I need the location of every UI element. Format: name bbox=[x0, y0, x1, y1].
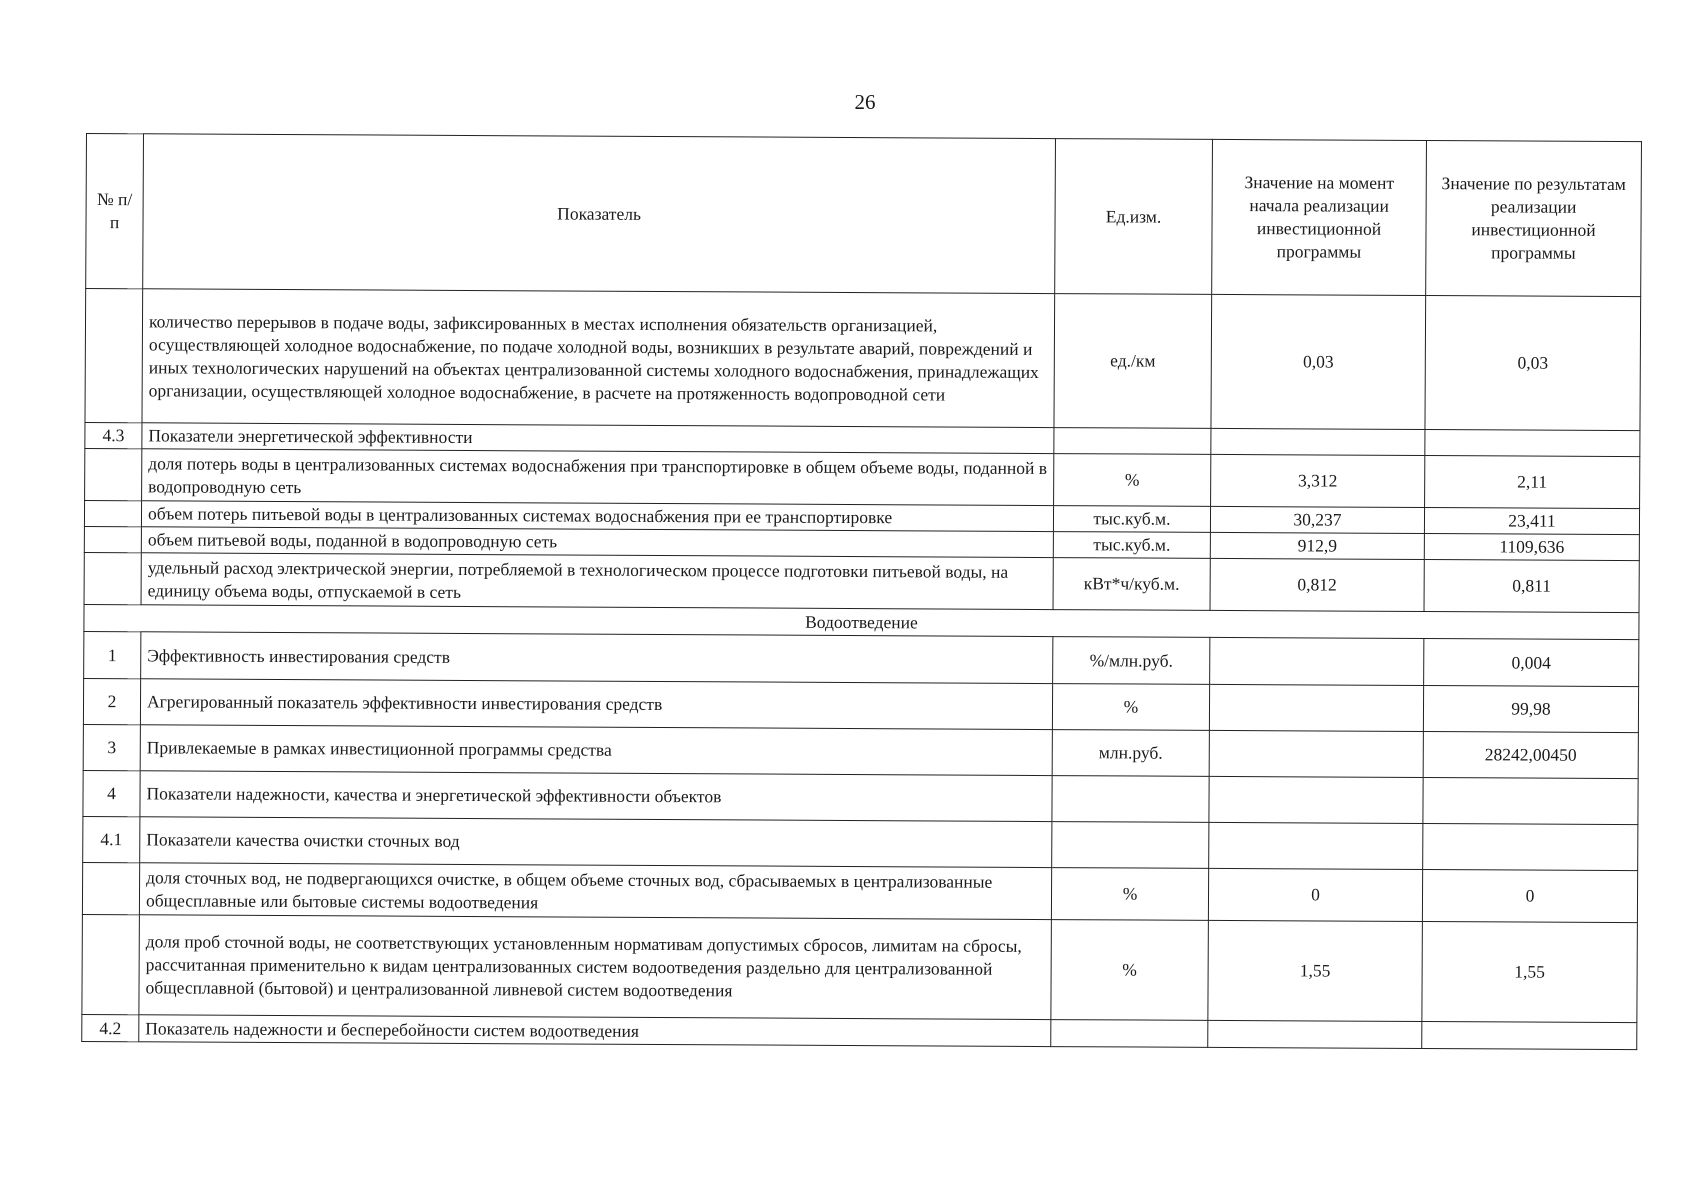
row-start-value: 30,237 bbox=[1210, 506, 1424, 533]
row-start-value bbox=[1209, 822, 1423, 869]
indicators-table bbox=[81, 133, 1642, 1050]
row-result-value: 0,811 bbox=[1424, 560, 1639, 613]
table-row bbox=[85, 289, 1641, 431]
row-start-value: 3,312 bbox=[1211, 454, 1425, 507]
row-indicator: Показатели надежности, качества и энергетической эффективности объектов bbox=[140, 771, 1052, 822]
row-num: 4.1 bbox=[83, 816, 140, 862]
row-unit: %/млн.руб. bbox=[1053, 637, 1210, 685]
row-result-value bbox=[1423, 824, 1638, 871]
row-result-value: 2,11 bbox=[1425, 456, 1640, 509]
header-start-value: Значение на момент начала реализации инвестиционной программы bbox=[1212, 139, 1427, 295]
row-num: 2 bbox=[83, 678, 140, 724]
row-start-value bbox=[1210, 637, 1424, 685]
row-result-value bbox=[1423, 778, 1638, 825]
row-num bbox=[84, 552, 141, 604]
table-row bbox=[84, 631, 1639, 686]
row-indicator: объем потерь питьевой воды в централизованных системах водоснабжения при ее транспортировке bbox=[141, 501, 1053, 532]
row-unit bbox=[1052, 776, 1209, 823]
row-start-value bbox=[1211, 428, 1425, 455]
row-unit: ед./км bbox=[1054, 294, 1212, 429]
row-result-value: 0,004 bbox=[1424, 639, 1639, 687]
table-header-row bbox=[86, 134, 1642, 297]
row-indicator: объем питьевой воды, поданной в водопроводную сеть bbox=[141, 527, 1053, 558]
row-unit: тыс.куб.м. bbox=[1053, 532, 1210, 559]
row-start-value: 912,9 bbox=[1210, 532, 1424, 559]
row-start-value bbox=[1209, 684, 1423, 731]
row-num bbox=[82, 862, 139, 914]
row-result-value: 0,03 bbox=[1425, 296, 1641, 431]
row-result-value: 1,55 bbox=[1422, 922, 1638, 1023]
table-row bbox=[83, 770, 1638, 824]
row-indicator: Агрегированный показатель эффективности инвестирования средств bbox=[140, 679, 1052, 730]
row-result-value bbox=[1425, 430, 1640, 457]
header-indicator: Показатель bbox=[143, 134, 1056, 294]
row-result-value: 23,411 bbox=[1424, 508, 1639, 535]
row-unit bbox=[1051, 1020, 1208, 1048]
row-indicator: Эффективность инвестирования средств bbox=[141, 632, 1053, 684]
header-result-value: Значение по результатам реализации инвестиционной программы bbox=[1426, 141, 1642, 297]
row-unit: % bbox=[1051, 920, 1209, 1021]
row-start-value bbox=[1209, 730, 1423, 777]
row-num: 4.2 bbox=[82, 1014, 139, 1041]
table-row bbox=[83, 724, 1638, 778]
table-row bbox=[83, 816, 1638, 870]
row-result-value: 99,98 bbox=[1423, 686, 1638, 733]
row-indicator: доля сточных вод, не подвергающихся очистке, в общем объеме сточных вод, сбрасываемых в централизованные общесплавные или бытовые системы водоотведения bbox=[139, 863, 1051, 920]
row-unit bbox=[1052, 822, 1209, 869]
row-indicator: удельный расход электрической энергии, потребляемой в технологическом процессе подготовки питьевой воды, на единицу объема воды, отпускаемой в сеть bbox=[141, 553, 1053, 610]
row-start-value: 0 bbox=[1208, 868, 1422, 921]
table-row bbox=[85, 448, 1640, 508]
header-unit: Ед.изм. bbox=[1055, 139, 1213, 295]
row-indicator: доля потерь воды в централизованных системах водоснабжения при транспортировке в общем объеме воды, поданной в водопроводную сеть bbox=[142, 449, 1054, 506]
row-indicator: Показатель надежности и бесперебойности систем водоотведения bbox=[139, 1015, 1051, 1047]
row-num: 4.3 bbox=[85, 422, 142, 448]
row-indicator: количество перерывов в подаче воды, зафиксированных в местах исполнения обязательств организацией, осуществляющей холодное водоснабжение, по подаче холодной воды, возникших в результате аварий, повреждений и иных технологических нарушений на объектах централизованной системы холодного водоснабжения, принадлежащих организации, осуществляющей холодное водоснабжение, в расчете на протяженность водопроводной сети bbox=[142, 289, 1055, 428]
row-num bbox=[85, 289, 143, 423]
row-result-value bbox=[1422, 1022, 1637, 1050]
row-num bbox=[82, 914, 140, 1014]
row-unit: % bbox=[1051, 868, 1208, 921]
row-result-value: 28242,00450 bbox=[1423, 732, 1638, 779]
row-result-value: 1109,636 bbox=[1424, 534, 1639, 561]
row-start-value bbox=[1208, 1020, 1422, 1048]
row-unit: % bbox=[1054, 454, 1211, 507]
row-start-value: 1,55 bbox=[1208, 920, 1423, 1021]
row-num bbox=[85, 448, 142, 500]
row-indicator: доля проб сточной воды, не соответствующих установленным нормативам допустимых сбросов, лимитам на сбросы, рассчитанная применительно к видам централизованных систем водоотведения раздельно для централизованной общесплавной (бытовой) и централизованной ливневой систем водоотведения bbox=[139, 915, 1052, 1020]
table-row bbox=[82, 914, 1638, 1022]
section-title: Водоотведение bbox=[84, 604, 1639, 639]
row-num: 3 bbox=[83, 724, 140, 770]
row-start-value bbox=[1209, 776, 1423, 823]
row-num bbox=[84, 500, 141, 526]
row-result-value: 0 bbox=[1422, 870, 1637, 923]
row-num: 1 bbox=[84, 631, 141, 678]
table-row bbox=[83, 678, 1638, 732]
table-row bbox=[84, 552, 1639, 612]
row-unit: % bbox=[1052, 684, 1209, 731]
table-row bbox=[82, 862, 1637, 922]
row-unit bbox=[1054, 428, 1211, 455]
row-indicator: Показатели качества очистки сточных вод bbox=[140, 817, 1052, 868]
header-num: № п/п bbox=[86, 134, 144, 289]
row-indicator: Показатели энергетической эффективности bbox=[142, 423, 1054, 454]
row-indicator: Привлекаемые в рамках инвестиционной программы средства bbox=[140, 725, 1052, 776]
row-unit: млн.руб. bbox=[1052, 730, 1209, 777]
row-num bbox=[84, 526, 141, 552]
row-unit: тыс.куб.м. bbox=[1053, 506, 1210, 533]
row-start-value: 0,812 bbox=[1210, 558, 1424, 611]
row-start-value: 0,03 bbox=[1211, 294, 1426, 429]
page-number: 26 bbox=[854, 90, 876, 114]
row-num: 4 bbox=[83, 770, 140, 816]
row-unit: кВт*ч/куб.м. bbox=[1053, 558, 1210, 611]
